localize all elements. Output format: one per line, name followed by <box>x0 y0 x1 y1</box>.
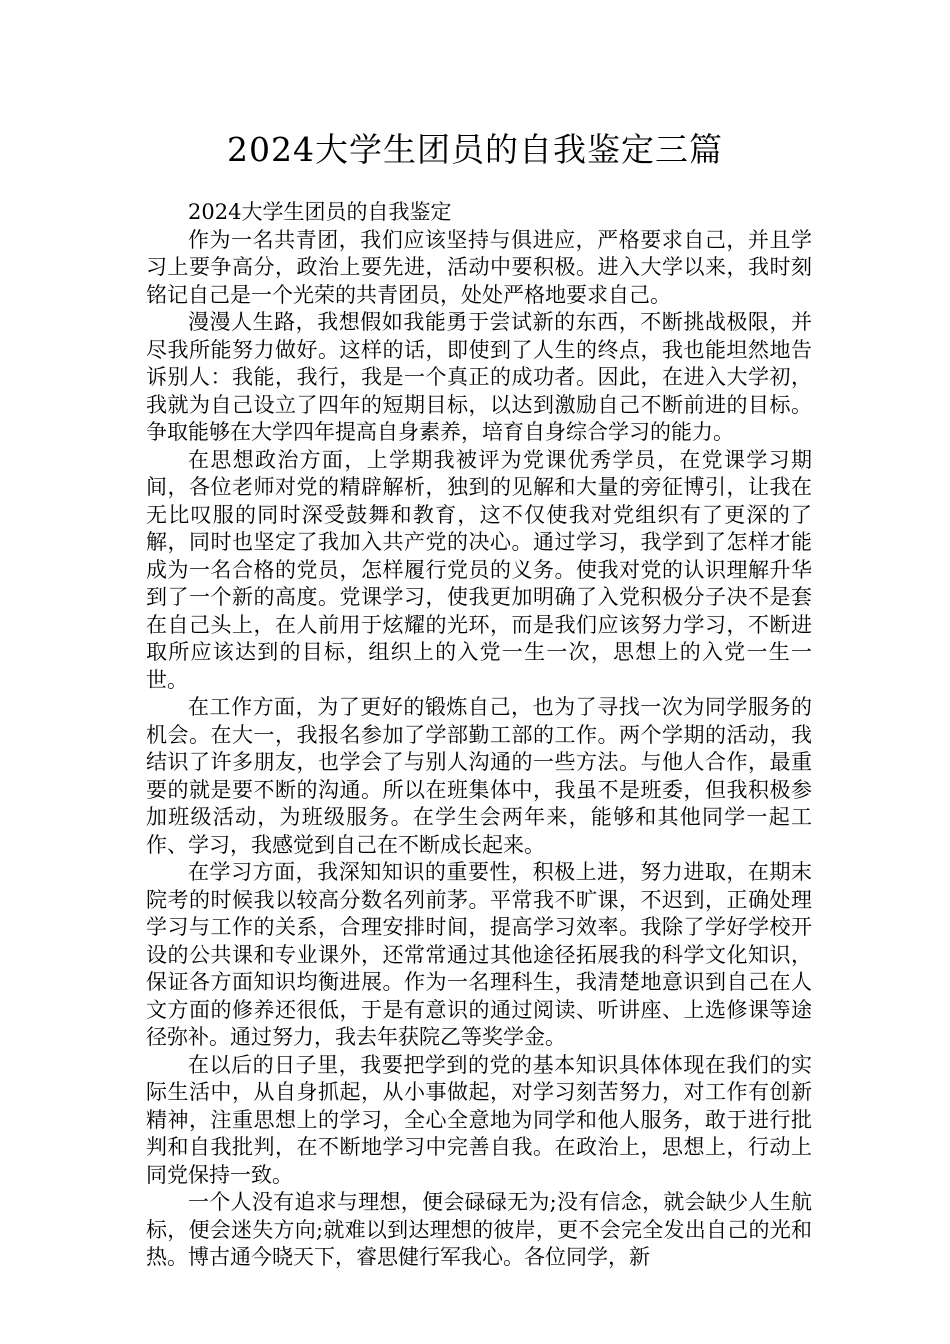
document-body <box>146 199 812 1272</box>
body-paragraph: 在思想政治方面，上学期我被评为党课优秀学员，在党课学习期间，各位老师对党的精辟解析，独到的见解和大量的旁征博引，让我在无比叹服的同时深受鼓舞和教育，这不仅使我对党组织有了更深的了解，同时也坚定了我加入共产党的决心。通过学习，我学到了怎样才能成为一名合格的党员，怎样履行党员的义务。使我对党的认识理解升华到了一个新的高度。党课学习，使我更加明确了入党积极分子决不是套在自己头上，在人前用于炫耀的光环，而是我们应该努力学习，不断进取所应该达到的目标，组织上的入党一生一次，思想上的入党一生一世。 <box>146 447 812 692</box>
body-paragraph: 作为一名共青团，我们应该坚持与俱进应，严格要求自己，并且学习上要争高分，政治上要先进，活动中要积极。进入大学以来，我时刻铭记自己是一个光荣的共青团员，处处严格地要求自己。 <box>146 227 812 307</box>
subtitle-paragraph: 2024大学生团员的自我鉴定 <box>188 200 452 224</box>
body-paragraph: 一个人没有追求与理想，便会碌碌无为;没有信念，就会缺少人生航标，便会迷失方向;就难以到达理想的彼岸，更不会完全发出自己的光和热。博古通今晓天下，睿思健行军我心。各位同学，新 <box>146 1190 812 1269</box>
body-paragraph: 在工作方面，为了更好的锻炼自己，也为了寻找一次为同学服务的机会。在大一，我报名参加了学部勤工部的工作。两个学期的活动，我结识了许多朋友，也学会了与别人沟通的一些方法。与他人合作，最重要的就是要不断的沟通。所以在班集体中，我虽不是班委，但我积极参加班级活动，为班级服务。在学生会两年来，能够和其他同学一起工作、学习，我感觉到自己在不断成长起来。 <box>146 695 812 857</box>
body-paragraph: 漫漫人生路，我想假如我能勇于尝试新的东西，不断挑战极限，并尽我所能努力做好。这样的话，即使到了人生的终点，我也能坦然地告诉别人：我能，我行，我是一个真正的成功者。因此，在进入大学初，我就为自己设立了四年的短期目标，以达到激励自己不断前进的目标。争取能够在大学四年提高自身素养，培育自身综合学习的能力。 <box>146 310 812 444</box>
body-paragraph: 在以后的日子里，我要把学到的党的基本知识具体体现在我们的实际生活中，从自身抓起，从小事做起，对学习刻苦努力，对工作有创新精神，注重思想上的学习，全心全意地为同学和他人服务，敢于进行批判和自我批判，在不断地学习中完善自我。在政治上，思想上，行动上同党保持一致。 <box>146 1052 812 1187</box>
body-paragraph: 在学习方面，我深知知识的重要性，积极上进，努力进取，在期末院考的时候我以较高分数名列前茅。平常我不旷课，不迟到，正确处理学习与工作的关系，合理安排时间，提高学习效率。我除了学好学校开设的公共课和专业课外，还常常通过其他途径拓展我的科学文化知识，保证各方面知识均衡进展。作为一名理科生，我清楚地意识到自己在人文方面的修养还很低，于是有意识的通过阅读、听讲座、上选修课等途径弥补。通过努力，我去年获院乙等奖学金。 <box>146 860 812 1049</box>
document-title: 2024大学生团员的自我鉴定三篇 <box>227 130 723 169</box>
